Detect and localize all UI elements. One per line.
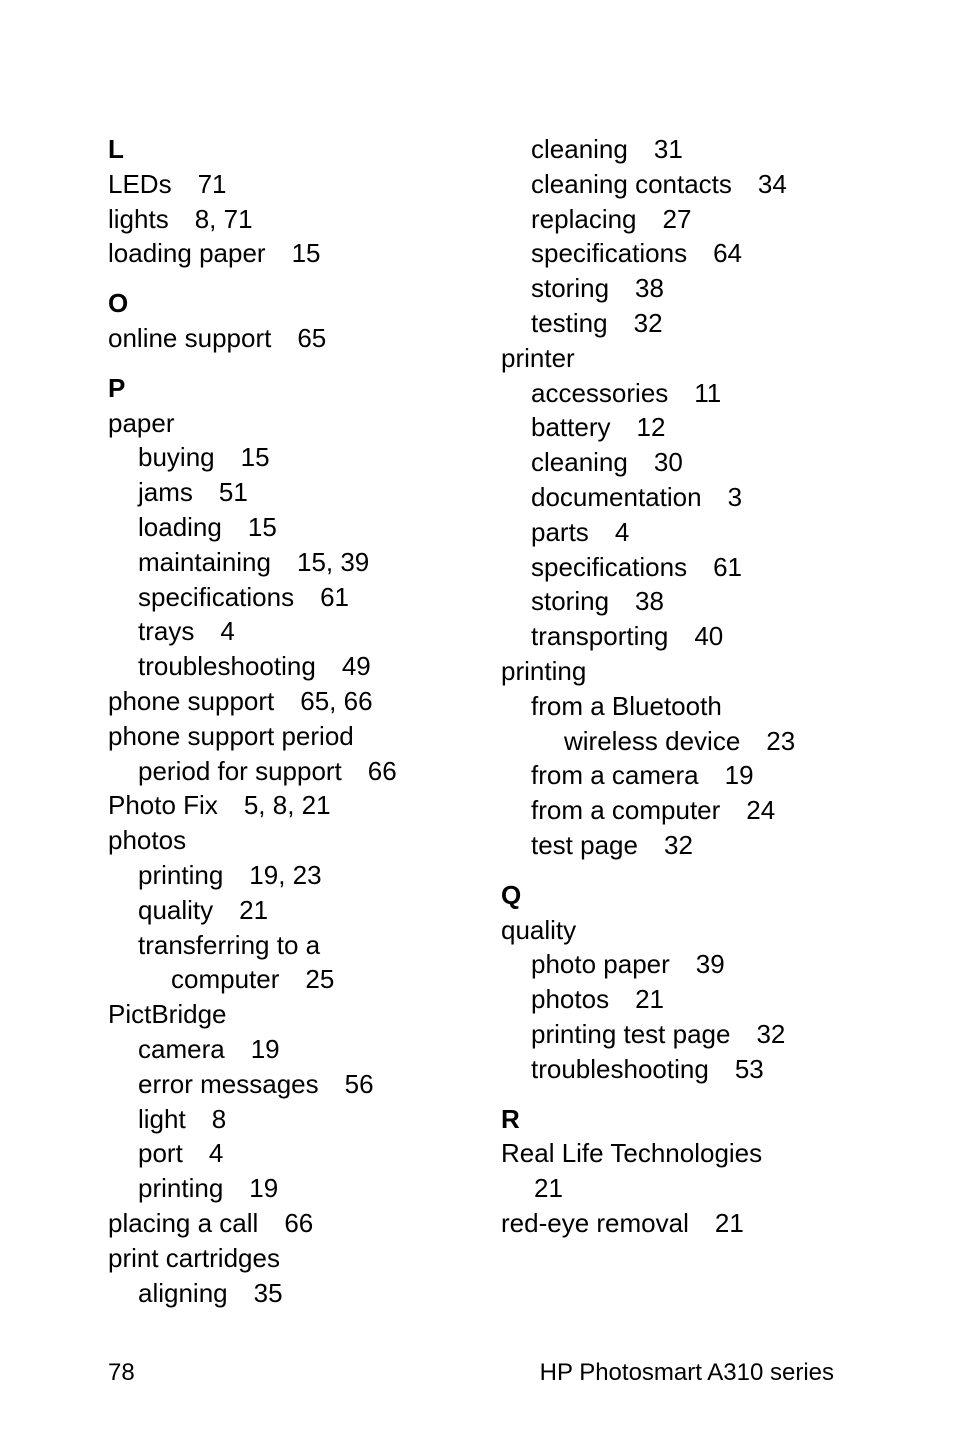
index-entry bbox=[501, 1206, 901, 1241]
index-page-ref: 8, 71 bbox=[194, 203, 253, 234]
index-letter-heading: O bbox=[108, 288, 129, 319]
index-term: cleaning contacts bbox=[531, 168, 732, 199]
index-column-left bbox=[108, 132, 508, 1310]
index-page-ref: 12 bbox=[636, 412, 666, 443]
index-page-ref: 61 bbox=[713, 551, 742, 582]
index-subentry bbox=[501, 793, 901, 828]
index-page-ref: 66 bbox=[367, 755, 397, 786]
index-entry bbox=[108, 167, 508, 202]
index-subentry bbox=[501, 758, 901, 793]
index-page-ref: 21 bbox=[239, 894, 269, 925]
index-term: troubleshooting bbox=[531, 1053, 709, 1084]
index-page-ref: 65, 66 bbox=[300, 685, 373, 716]
index-term: loading bbox=[138, 511, 222, 542]
index-page-ref: 32 bbox=[663, 829, 693, 860]
index-page-ref: 19 bbox=[250, 1033, 280, 1064]
index-page-ref: 19 bbox=[249, 1173, 279, 1204]
index-term: from a Bluetooth bbox=[531, 690, 722, 721]
index-entry bbox=[108, 1206, 508, 1241]
index-page-ref: 65 bbox=[297, 322, 327, 353]
index-subentry bbox=[501, 376, 901, 411]
index-term: printer bbox=[501, 342, 575, 373]
index-page-ref: 24 bbox=[746, 795, 776, 826]
index-page-ref: 39 bbox=[695, 949, 725, 980]
index-entry bbox=[108, 997, 508, 1032]
index-term: error messages bbox=[138, 1068, 319, 1099]
index-term: from a computer bbox=[531, 795, 721, 826]
index-page-ref: 21 bbox=[714, 1207, 744, 1238]
index-term: computer bbox=[171, 964, 280, 995]
index-term: from a camera bbox=[531, 760, 699, 791]
page-number: 78 bbox=[108, 1359, 135, 1386]
index-term: red-eye removal bbox=[501, 1207, 689, 1238]
index-term: phone support period bbox=[108, 720, 354, 751]
index-page-ref: 4 bbox=[614, 516, 630, 547]
index-page-ref: 49 bbox=[341, 651, 371, 682]
index-subentry bbox=[108, 1102, 508, 1137]
index-term: specifications bbox=[138, 581, 295, 612]
index-page-ref: 66 bbox=[284, 1207, 314, 1238]
index-term: accessories bbox=[531, 377, 669, 408]
index-subentry bbox=[108, 614, 508, 649]
index-subentry bbox=[108, 893, 508, 928]
index-term: wireless device bbox=[564, 725, 741, 756]
index-page-ref: 5, 8, 21 bbox=[243, 790, 331, 821]
index-page-ref: 27 bbox=[662, 203, 692, 234]
index-term: transporting bbox=[531, 621, 669, 652]
index-entry bbox=[108, 823, 508, 858]
index-subentry bbox=[501, 982, 901, 1017]
index-subentry bbox=[108, 580, 508, 615]
index-subentry bbox=[501, 689, 901, 724]
index-entry bbox=[501, 341, 901, 376]
index-page-ref: 31 bbox=[653, 134, 683, 164]
index-term: quality bbox=[138, 894, 214, 925]
index-page-ref: 32 bbox=[633, 307, 663, 338]
index-page-ref: 15 bbox=[247, 511, 277, 542]
index-subentry bbox=[108, 1067, 508, 1102]
index-entry bbox=[108, 788, 508, 823]
index-term: specifications bbox=[531, 238, 688, 269]
index-entry bbox=[501, 1136, 901, 1171]
index-page-ref: 4 bbox=[220, 616, 235, 647]
index-page-ref: 71 bbox=[197, 168, 227, 199]
index-page-ref: 38 bbox=[635, 273, 664, 304]
index-page-ref: 4 bbox=[208, 1138, 224, 1169]
index-term: Photo Fix bbox=[108, 790, 218, 821]
index-letter-heading: P bbox=[108, 372, 126, 403]
index-page-ref: 38 bbox=[635, 586, 664, 617]
index-term: test page bbox=[531, 829, 638, 860]
index-subentry bbox=[501, 306, 901, 341]
index-term: storing bbox=[531, 586, 610, 617]
index-term: PictBridge bbox=[108, 999, 227, 1030]
index-page-ref: 8 bbox=[211, 1103, 227, 1134]
index-entry bbox=[108, 406, 508, 441]
index-term: storing bbox=[531, 273, 610, 304]
index-page-ref: 21 bbox=[635, 984, 664, 1015]
index-term: cleaning bbox=[531, 134, 628, 164]
index-term: replacing bbox=[531, 203, 637, 234]
index-page-ref: 19, 23 bbox=[249, 859, 322, 890]
index-subentry bbox=[108, 1171, 508, 1206]
index-term: phone support bbox=[108, 685, 275, 716]
index-page-ref: 35 bbox=[253, 1277, 283, 1308]
index-term: lights bbox=[108, 203, 169, 234]
index-subentry bbox=[501, 236, 901, 271]
index-term: 21 bbox=[534, 1173, 563, 1204]
index-page-ref: 34 bbox=[757, 168, 787, 199]
index-subentry bbox=[108, 962, 508, 997]
index-letter-heading: L bbox=[108, 134, 124, 164]
index-letter-heading: Q bbox=[501, 879, 522, 910]
index-entry bbox=[108, 719, 508, 754]
index-page-ref: 19 bbox=[724, 760, 754, 791]
index-subentry bbox=[108, 475, 508, 510]
index-term: photo paper bbox=[531, 949, 670, 980]
index-subentry bbox=[108, 545, 508, 580]
index-page-ref: 40 bbox=[694, 621, 724, 652]
index-subentry bbox=[108, 649, 508, 684]
index-subentry bbox=[501, 202, 901, 237]
index-term: battery bbox=[531, 412, 611, 443]
index-subentry bbox=[108, 440, 508, 475]
index-term: trays bbox=[138, 616, 195, 647]
index-subentry bbox=[501, 724, 901, 759]
index-subentry bbox=[501, 271, 901, 306]
product-title: HP Photosmart A310 series bbox=[539, 1359, 834, 1386]
index-term: printing bbox=[138, 1173, 224, 1204]
index-page-ref: 15 bbox=[240, 442, 270, 473]
index-subentry bbox=[108, 1032, 508, 1067]
index-term: aligning bbox=[138, 1277, 228, 1308]
index-term: port bbox=[138, 1138, 183, 1169]
index-subentry bbox=[108, 510, 508, 545]
index-term: quality bbox=[501, 914, 577, 945]
index-term: period for support bbox=[138, 755, 342, 786]
index-term: testing bbox=[531, 307, 608, 338]
index-term: jams bbox=[138, 477, 193, 508]
index-entry bbox=[108, 684, 508, 719]
index-term: printing bbox=[501, 655, 587, 686]
index-subentry bbox=[108, 1276, 508, 1311]
index-page-ref: 25 bbox=[305, 964, 335, 995]
index-term: buying bbox=[138, 442, 215, 473]
index-subentry bbox=[108, 754, 508, 789]
index-term: troubleshooting bbox=[138, 651, 316, 682]
index-entry bbox=[108, 202, 508, 237]
index-entry bbox=[108, 321, 508, 356]
index-term: transferring to a bbox=[138, 929, 321, 960]
index-term: maintaining bbox=[138, 546, 271, 577]
index-term: printing bbox=[138, 859, 224, 890]
index-subentry bbox=[501, 584, 901, 619]
index-term: loading paper bbox=[108, 238, 266, 269]
index-term: printing test page bbox=[531, 1018, 731, 1049]
index-page-ref: 61 bbox=[320, 581, 349, 612]
index-term: print cartridges bbox=[108, 1242, 280, 1273]
index-column-right bbox=[501, 132, 901, 1241]
index-entry bbox=[501, 654, 901, 689]
index-entry bbox=[108, 1241, 508, 1276]
index-subentry bbox=[501, 480, 901, 515]
index-page-ref: 64 bbox=[713, 238, 742, 269]
index-subentry bbox=[501, 1052, 901, 1087]
index-subentry bbox=[501, 1017, 901, 1052]
index-term: Real Life Technologies bbox=[501, 1138, 763, 1169]
index-subentry bbox=[501, 132, 901, 167]
index-entry bbox=[501, 913, 901, 948]
index-subentry bbox=[501, 550, 901, 585]
index-term: online support bbox=[108, 322, 272, 353]
index-page-ref: 56 bbox=[344, 1068, 374, 1099]
index-subentry bbox=[501, 947, 901, 982]
index-page-ref: 23 bbox=[766, 725, 796, 756]
index-page-ref: 30 bbox=[653, 447, 683, 478]
index-page-ref: 51 bbox=[218, 477, 248, 508]
index-page-ref: 53 bbox=[734, 1053, 764, 1084]
index-page-ref: 32 bbox=[756, 1018, 786, 1049]
index-term: camera bbox=[138, 1033, 225, 1064]
index-subentry bbox=[501, 167, 901, 202]
index-subentry bbox=[501, 515, 901, 550]
index-term: cleaning bbox=[531, 447, 628, 478]
index-subentry bbox=[501, 445, 901, 480]
index-page-ref: 3 bbox=[727, 481, 743, 512]
index-term: placing a call bbox=[108, 1207, 259, 1238]
index-page-ref: 11 bbox=[694, 377, 722, 408]
index-term: photos bbox=[108, 825, 187, 856]
index-page-ref: 15, 39 bbox=[296, 546, 370, 577]
index-term: documentation bbox=[531, 481, 702, 512]
index-entry bbox=[108, 236, 508, 271]
index-page-ref: 15 bbox=[291, 238, 321, 269]
index-subentry bbox=[501, 410, 901, 445]
index-term: light bbox=[138, 1103, 186, 1134]
index-subentry bbox=[501, 1171, 901, 1206]
index-subentry bbox=[108, 858, 508, 893]
index-subentry bbox=[501, 619, 901, 654]
index-term: LEDs bbox=[108, 168, 172, 199]
index-subentry bbox=[501, 828, 901, 863]
index-term: photos bbox=[531, 984, 610, 1015]
index-term: specifications bbox=[531, 551, 688, 582]
index-subentry bbox=[108, 1136, 508, 1171]
index-subentry bbox=[108, 928, 508, 963]
index-term: paper bbox=[108, 407, 175, 438]
index-term: parts bbox=[531, 516, 589, 547]
index-letter-heading: R bbox=[501, 1103, 520, 1134]
